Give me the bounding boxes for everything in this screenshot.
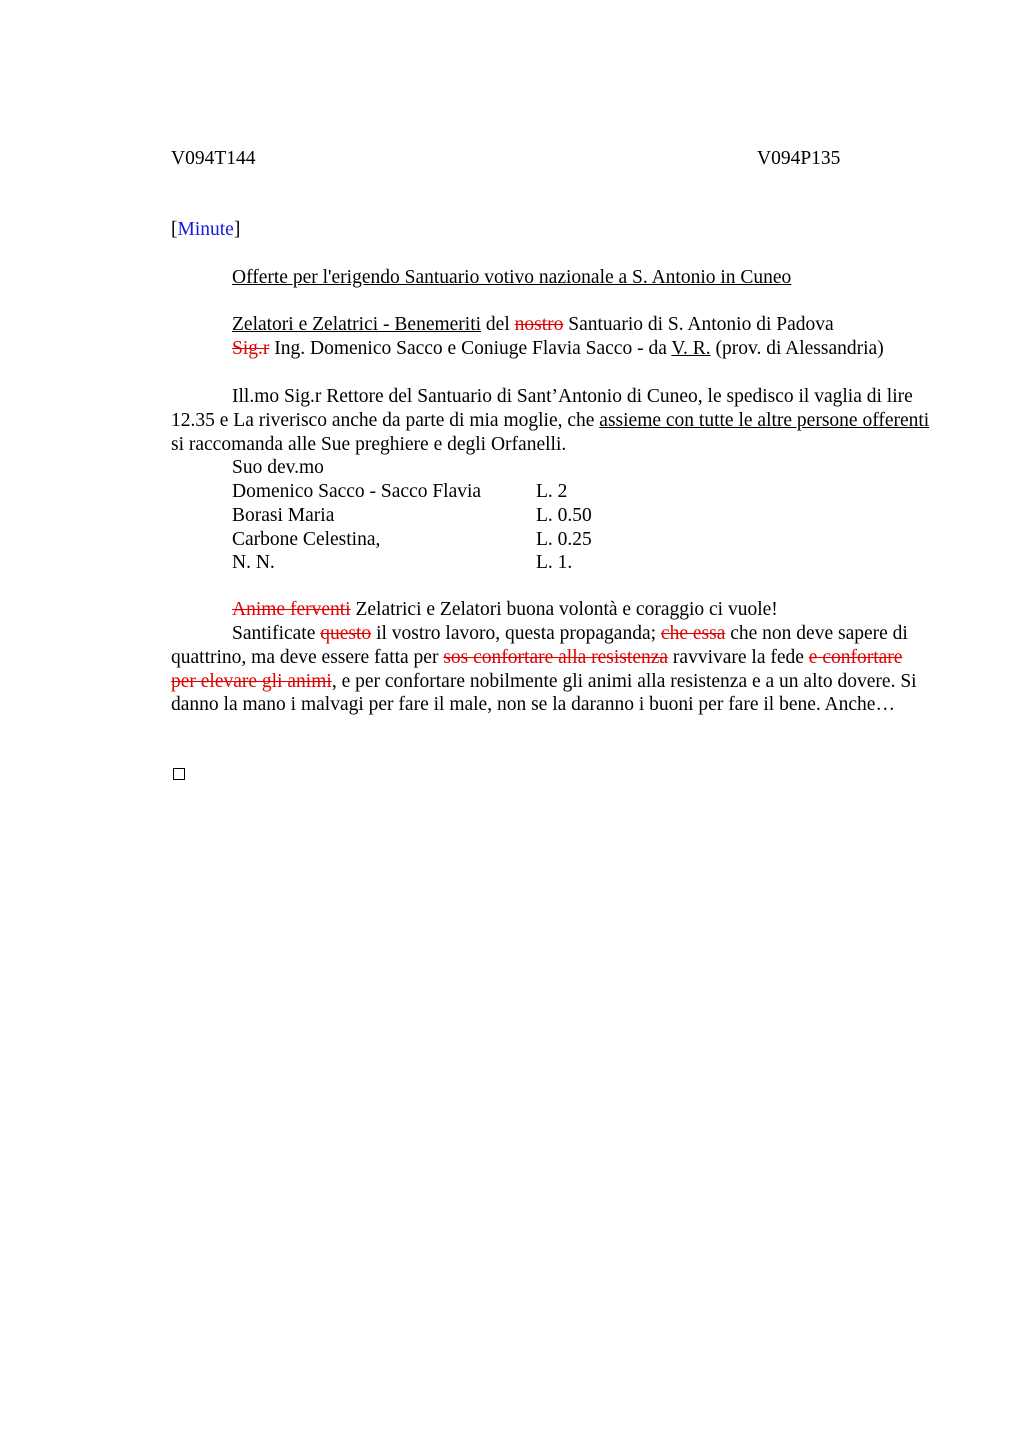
place-abbrev: V. R. <box>671 338 711 359</box>
sig-text-1: Ing. Domenico Sacco e Coniuge Flavia Sacco - da <box>269 338 672 359</box>
letter-text-1: Ill.mo Sig.r Rettore del Santuario di Sant’Antonio di Cuneo, le spedisco il vaglia di lire 12.35 e La riverisco anche da parte di mia moglie, che <box>171 386 913 431</box>
letter-paragraph <box>171 385 931 456</box>
zelatori-text-2: Santuario di S. Antonio di Padova <box>563 314 834 335</box>
deleted-phrase: che essa <box>660 623 726 644</box>
deleted-phrase: Anime ferventi <box>232 599 351 620</box>
minute-close-bracket: ] <box>233 219 241 240</box>
sig-text-2: (prov. di Alessandria) <box>710 338 884 359</box>
santificate-text-2: il vostro lavoro, questa propaganda; <box>371 623 661 644</box>
zelatori-text-1: del <box>481 314 515 335</box>
anime-text: Zelatrici e Zelatori buona volontà e coraggio ci vuole! <box>350 599 778 620</box>
santificate-text-4: ravvivare la fede <box>668 646 809 668</box>
letter-underlined: assieme con tutte le altre persone offerenti <box>599 409 930 431</box>
offering-amount: L. 0.25 <box>536 528 592 550</box>
minute-open-bracket: [ <box>171 219 178 240</box>
zelatori-line <box>232 313 932 337</box>
sig-line <box>171 337 931 361</box>
offering-amount: L. 1. <box>536 552 573 574</box>
header-right-code: V094P135 <box>757 148 841 169</box>
offering-name: Domenico Sacco - Sacco Flavia <box>232 481 482 502</box>
checkbox-icon[interactable] <box>173 768 185 780</box>
santificate-text-3: che non deve sapere di quattrino, ma deve essere fatta per <box>171 623 908 668</box>
minute-label <box>171 218 931 242</box>
santificate-text-5: , e per confortare nobilmente gli animi alla resistenza e a un alto dovere. Si danno la mano i malvagi per fare il male, non se la daranno i buoni per fare il bene. Anche… <box>171 670 917 716</box>
offering-name: Borasi Maria <box>232 504 335 526</box>
deleted-phrase: sos confortare alla resistenza <box>443 646 669 668</box>
offering-name: N. N. <box>232 552 275 574</box>
santificate-paragraph <box>171 622 931 717</box>
document-title: Offerte per l'erigendo Santuario votivo nazionale a S. Antonio in Cuneo <box>232 267 792 288</box>
header-left-code: V094T144 <box>171 148 256 169</box>
zelatori-heading: Zelatori e Zelatrici - Benemeriti <box>232 314 482 335</box>
deleted-word: questo <box>320 623 372 644</box>
minute-link[interactable]: Minute <box>177 219 234 240</box>
offering-name: Carbone Celestina, <box>232 528 381 550</box>
santificate-text-1: Santificate <box>232 623 321 644</box>
offering-amount: L. 2 <box>536 481 568 502</box>
deleted-word: Sig.r <box>232 338 270 359</box>
deleted-phrase: e confortare per elevare gli animi <box>171 646 903 692</box>
letter-text-2: si raccomanda alle Sue preghiere e degli Orfanelli. <box>171 433 567 455</box>
deleted-word: nostro <box>514 314 564 335</box>
signature: Suo dev.mo <box>232 457 324 478</box>
offering-amount: L. 0.50 <box>536 504 592 526</box>
anime-line <box>232 598 932 622</box>
